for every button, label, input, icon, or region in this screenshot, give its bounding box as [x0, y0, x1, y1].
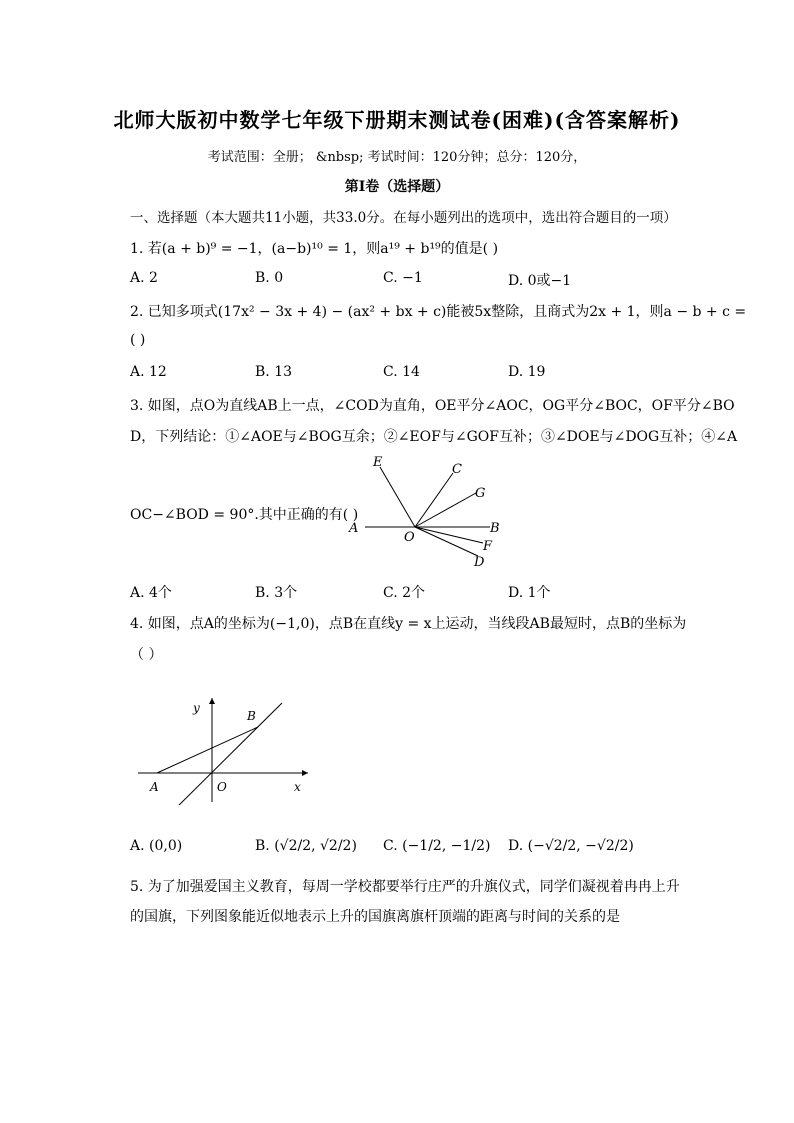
question-2-option-d: D. 19: [508, 364, 546, 380]
label-x: x: [294, 780, 301, 794]
label-b: B: [247, 709, 256, 723]
section-heading: 第Ⅰ卷（选择题）: [344, 179, 450, 195]
ray-of: [415, 527, 483, 543]
question-1-option-c: C. −1: [383, 270, 423, 286]
label-e: E: [373, 455, 383, 470]
question-3-text-line-2: D，下列结论：①∠AOE与∠BOG互余；②∠EOF与∠GOF互补；③∠DOE与∠DOG互补；④∠A: [130, 429, 738, 445]
question-3-option-a: A. 4个: [130, 585, 172, 601]
question-2-text-line-2: ( ): [130, 332, 146, 348]
question-5-text-line-2: 的国旗，下列图象能近似地表示上升的国旗离旗杆顶端的距离与时间的关系的是: [130, 909, 620, 925]
ray-og: [415, 493, 476, 527]
label-b: B: [490, 521, 500, 536]
question-1-option-a: A. 2: [130, 270, 158, 286]
question-2-option-c: C. 14: [383, 364, 420, 380]
question-4-option-d: D. (−√2/2, −√2/2): [508, 838, 634, 854]
question-2-text-line-1: 2. 已知多项式(17x² − 3x + 4) − (ax² + bx + c)能被5x整除，且商式为2x + 1，则a − b + c =: [130, 304, 747, 320]
question-4-text-line-2: （ ）: [130, 647, 163, 663]
ray-oe: [380, 467, 415, 527]
label-d: D: [474, 555, 485, 570]
question-5-text-line-1: 5. 为了加强爱国主义教育，每周一学校都要举行庄严的升旗仪式，同学们凝视着冉冉上升: [130, 879, 680, 895]
question-3-angle-figure: [340, 450, 510, 575]
question-4-text-line-1: 4. 如图，点A的坐标为(−1,0)，点B在直线y = x上运动，当线段AB最短时，点B的坐标为: [130, 616, 687, 632]
part-instruction: 一、选择题（本大题共11小题，共33.0分。在每小题列出的选项中，选出符合题目的一项）: [130, 210, 677, 226]
question-3-option-b: B. 3个: [255, 585, 298, 601]
label-o: O: [217, 780, 227, 794]
exam-info: 考试范围：全册； &nbsp; 考试时间：120分钟；总分：120分，: [207, 150, 587, 165]
label-o: O: [404, 530, 415, 545]
label-c: C: [452, 462, 462, 477]
label-f: F: [483, 539, 493, 554]
question-2-option-b: B. 13: [255, 364, 293, 380]
question-4-option-c: C. (−1/2, −1/2): [383, 838, 491, 854]
question-2-option-a: A. 12: [130, 364, 167, 380]
label-g: G: [475, 486, 486, 501]
question-3-option-d: D. 1个: [508, 585, 551, 601]
label-a: A: [150, 780, 159, 794]
question-4-coordinate-figure: [130, 690, 320, 805]
question-1-option-b: B. 0: [255, 270, 284, 286]
question-1-option-d: D. 0或−1: [508, 273, 572, 289]
document-title: 北师大版初中数学七年级下册期末测试卷(困难)(含答案解析): [113, 108, 681, 132]
segment-ab: [157, 727, 258, 773]
ray-oc: [415, 473, 453, 527]
question-4-option-a: A. (0,0): [130, 838, 183, 854]
ray-od: [415, 527, 478, 556]
question-1-text: 1. 若(a + b)⁹ = −1，(a−b)¹⁰ = 1，则a¹⁹ + b¹⁹的值是( ): [130, 241, 499, 257]
question-4-option-b: B. (√2/2, √2/2): [255, 838, 357, 854]
label-y: y: [193, 701, 200, 715]
label-a: A: [349, 521, 359, 536]
question-3-text-line-3: OC−∠BOD = 90°.其中正确的有( ): [130, 507, 359, 523]
question-3-option-c: C. 2个: [383, 585, 426, 601]
question-3-text-line-1: 3. 如图，点O为直线AB上一点，∠COD为直角，OE平分∠AOC，OG平分∠BOC，OF平分∠BO: [130, 398, 735, 414]
